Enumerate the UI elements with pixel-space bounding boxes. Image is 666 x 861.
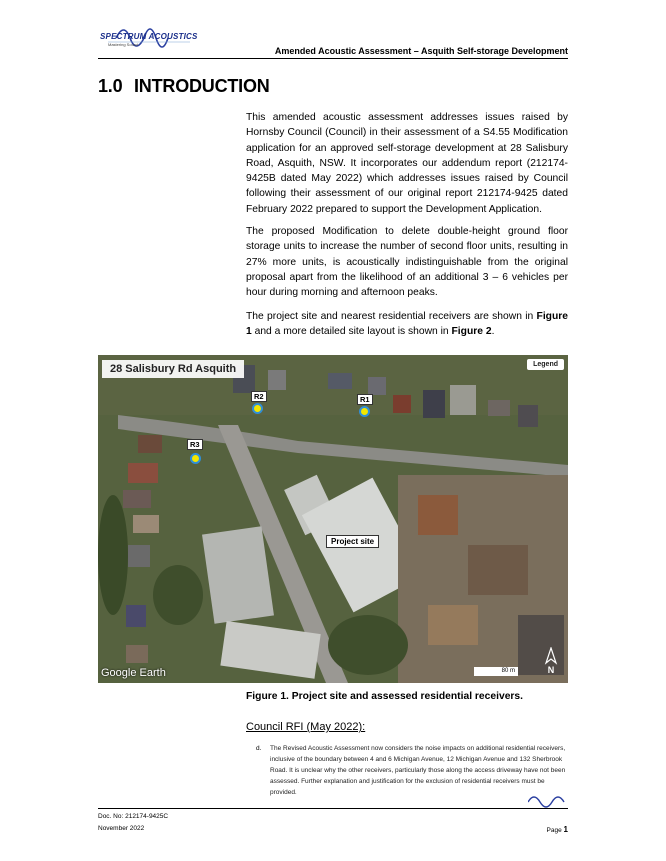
map-title: 28 Salisbury Rd Asquith bbox=[102, 360, 244, 378]
receiver-r1-label: R1 bbox=[357, 394, 373, 405]
north-label: N bbox=[547, 665, 555, 675]
intro-paragraph-3 bbox=[246, 309, 568, 340]
report-header-title: Amended Acoustic Assessment – Asquith Self-storage Development bbox=[274, 46, 568, 56]
figure-2-reference[interactable]: Figure 2 bbox=[451, 326, 492, 338]
rfi-item-text: The Revised Acoustic Assessment now considers the noise impacts on additional residential receivers, inclusive of the boundary between 4 and 6 Michigan Avenue, 12 Michigan Avenue and 132 Sherbrook Road. It is unclear why the other receivers, particularly those along the access driveway have not been assessed. Further explanation and justification for the exclusion of residential receivers must be provided. bbox=[270, 745, 566, 796]
intro-paragraph-2: The proposed Modification to delete double-height ground floor storage units to increase the number of second floor units, resulting in 27% more units, is acoustically indistinguishable from the original proposal apart from the likelihood of an additional 3 – 6 vehicles per hour during morning and afternoon peaks. bbox=[246, 226, 568, 299]
section-number: 1.0 bbox=[98, 76, 123, 96]
footer-wave-icon bbox=[528, 794, 568, 808]
receiver-r3-label: R3 bbox=[187, 439, 203, 450]
map-legend-button[interactable]: Legend bbox=[527, 359, 564, 370]
north-arrow-icon bbox=[542, 647, 560, 675]
project-site-label: Project site bbox=[326, 535, 379, 548]
receiver-r3-marker bbox=[190, 453, 201, 464]
aerial-image bbox=[98, 355, 568, 683]
logo-text: SPECTRUM ACOUSTICS bbox=[100, 32, 198, 41]
footer-divider bbox=[98, 808, 568, 809]
company-logo bbox=[98, 22, 198, 54]
map-scale-bar: 80 m bbox=[474, 667, 518, 676]
page-label: Page bbox=[546, 827, 562, 834]
figure-1-reference[interactable]: Figure 1 bbox=[246, 311, 568, 338]
intro-paragraph-1: This amended acoustic assessment addresses issues raised by Hornsby Council (Council) in their assessment of a S4.55 Modification application for an approved self-storage development at 28 Salisbury Road, Asquith, NSW. It incorporates our addendum report (212174-9425B dated May 2022) which addresses issues raised by Council following their assessment of our original report 212174-9425 dated February 2022 prepared to support the Development Application. bbox=[246, 112, 568, 215]
rfi-heading: Council RFI (May 2022): bbox=[246, 721, 366, 733]
figure-caption: Figure 1. Project site and assessed residential receivers. bbox=[246, 691, 524, 702]
receiver-r2-marker bbox=[252, 403, 263, 414]
p3-text-start: The project site and nearest residential receivers are shown in bbox=[246, 311, 537, 322]
receiver-r1-marker bbox=[359, 406, 370, 417]
p3-text-middle: and a more detailed site layout is shown in bbox=[251, 326, 452, 338]
p3-text-end: . bbox=[491, 326, 495, 338]
page-number: 1 bbox=[563, 825, 568, 834]
footer-date: November 2022 bbox=[98, 825, 145, 832]
logo-tagline: Mastering Sound bbox=[108, 42, 139, 47]
google-earth-watermark: Google Earth bbox=[101, 667, 166, 679]
receiver-r2-label: R2 bbox=[251, 391, 267, 402]
section-title: INTRODUCTION bbox=[134, 76, 270, 96]
header-divider bbox=[98, 58, 568, 59]
footer-page bbox=[547, 825, 568, 834]
rfi-item-letter: d. bbox=[256, 745, 262, 752]
section-heading bbox=[98, 76, 270, 97]
footer-doc-number: Doc. No: 212174-9425C bbox=[98, 813, 169, 820]
aerial-map-figure bbox=[98, 355, 568, 683]
north-arrow-glyph-icon bbox=[542, 647, 560, 665]
